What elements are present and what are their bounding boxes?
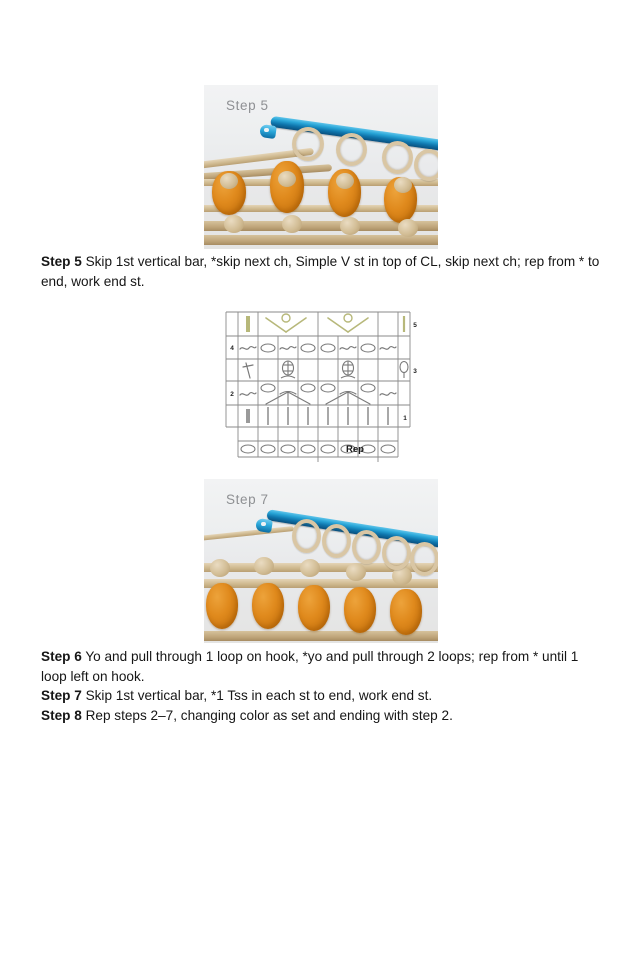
yarn-strand (204, 235, 438, 245)
symbol-tilde (380, 393, 396, 396)
orange-cluster (270, 161, 304, 213)
step-label: Step 8 (41, 707, 82, 723)
symbol-tilde (240, 393, 256, 396)
symbol-tilde (380, 347, 396, 350)
chart-row-number-2: 2 (230, 391, 234, 398)
chart-grid-vertical (226, 312, 410, 462)
symbol-end-stitch (243, 363, 253, 378)
yarn-loop (382, 536, 411, 570)
instruction-step-5 (41, 252, 601, 291)
symbol-chain (301, 384, 315, 392)
yarn-knot (224, 215, 244, 233)
symbol-bar-grey (246, 409, 250, 423)
symbol-loop-stitch (400, 362, 408, 379)
yarn-knot (336, 173, 354, 189)
symbol-cluster-fan (266, 392, 310, 405)
step-label: Step 6 (41, 649, 82, 664)
orange-cluster (252, 583, 284, 629)
chart-row-number-4: 4 (230, 345, 234, 352)
yarn-loop (336, 133, 367, 166)
symbol-chain (281, 445, 295, 453)
crochet-hook-notch (261, 522, 266, 526)
symbol-cluster-fan (326, 392, 370, 405)
photo-step-5 (204, 85, 438, 249)
yarn-loop (292, 519, 321, 553)
chart-row-number-1: 1 (403, 415, 407, 422)
chart-row-number-5: 5 (413, 322, 417, 329)
symbol-bobble (281, 361, 295, 378)
instruction-step-7 (41, 686, 601, 706)
chart-row-2 (230, 384, 396, 404)
photo-step-5-label: Step 5 (226, 98, 269, 113)
orange-cluster (206, 583, 238, 629)
symbol-chain (301, 445, 315, 453)
yarn-knot (254, 557, 274, 575)
step-text: Yo and pull through 1 loop on hook, *yo and pull through 2 loops; rep from * until 1 loop left on hook. (41, 649, 579, 684)
symbol-chain (361, 384, 375, 392)
instruction-block-bottom (41, 647, 601, 725)
orange-cluster (344, 587, 376, 633)
symbol-chain (261, 344, 275, 352)
symbol-chain (321, 344, 335, 352)
step-label: Step 5 (41, 254, 82, 269)
instruction-step-8 (41, 706, 601, 726)
symbol-tilde (340, 347, 356, 350)
symbol-chain (321, 384, 335, 392)
step-label: Step 7 (41, 688, 82, 703)
symbol-chain (261, 445, 275, 453)
symbol-tilde (280, 347, 296, 350)
symbol-bobble (341, 361, 355, 378)
chart-row-1 (246, 407, 407, 425)
orange-cluster (298, 585, 330, 631)
yarn-loop (352, 530, 381, 564)
crochet-chart (216, 310, 420, 462)
symbol-tilde (240, 347, 256, 350)
symbol-chain (241, 445, 255, 453)
crochet-hook-notch (264, 128, 269, 132)
symbol-v-stitch-olive (266, 314, 306, 332)
chart-row-3 (243, 361, 417, 378)
symbol-chain (361, 344, 375, 352)
photo-step-7 (204, 479, 438, 643)
yarn-knot (300, 559, 320, 577)
yarn-loop (410, 542, 438, 576)
instruction-step-6 (41, 647, 601, 686)
yarn-knot (394, 177, 412, 193)
chart-rep-label: Rep (346, 444, 364, 455)
photo-step-7-label: Step 7 (226, 492, 269, 507)
symbol-chain (301, 344, 315, 352)
yarn-knot (340, 217, 360, 235)
symbol-bar-olive (246, 316, 250, 332)
yarn-loop (322, 524, 351, 558)
step-text: Skip 1st vertical bar, *skip next ch, Simple V st in top of CL, skip next ch; rep from * to end, work end st. (41, 254, 600, 289)
chart-row-5 (246, 314, 417, 332)
yarn-loop (382, 141, 413, 174)
step-text: Skip 1st vertical bar, *1 Tss in each st to end, work end st. (81, 688, 433, 703)
orange-cluster (390, 589, 422, 635)
instruction-block-top (41, 252, 601, 291)
yarn-knot (398, 219, 418, 237)
yarn-loop (292, 127, 324, 161)
yarn-knot (210, 559, 230, 577)
symbol-v-stitch-olive (328, 314, 368, 332)
yarn-knot (346, 563, 366, 581)
chart-row-number-3: 3 (413, 368, 417, 375)
yarn-knot (282, 215, 302, 233)
step-text: Rep steps 2–7, changing color as set and ending with step 2. (81, 707, 453, 723)
yarn-loop (414, 149, 438, 181)
chart-row-4 (230, 344, 396, 352)
symbol-chain (261, 384, 275, 392)
yarn-knot (278, 171, 296, 187)
yarn-knot (220, 173, 238, 189)
